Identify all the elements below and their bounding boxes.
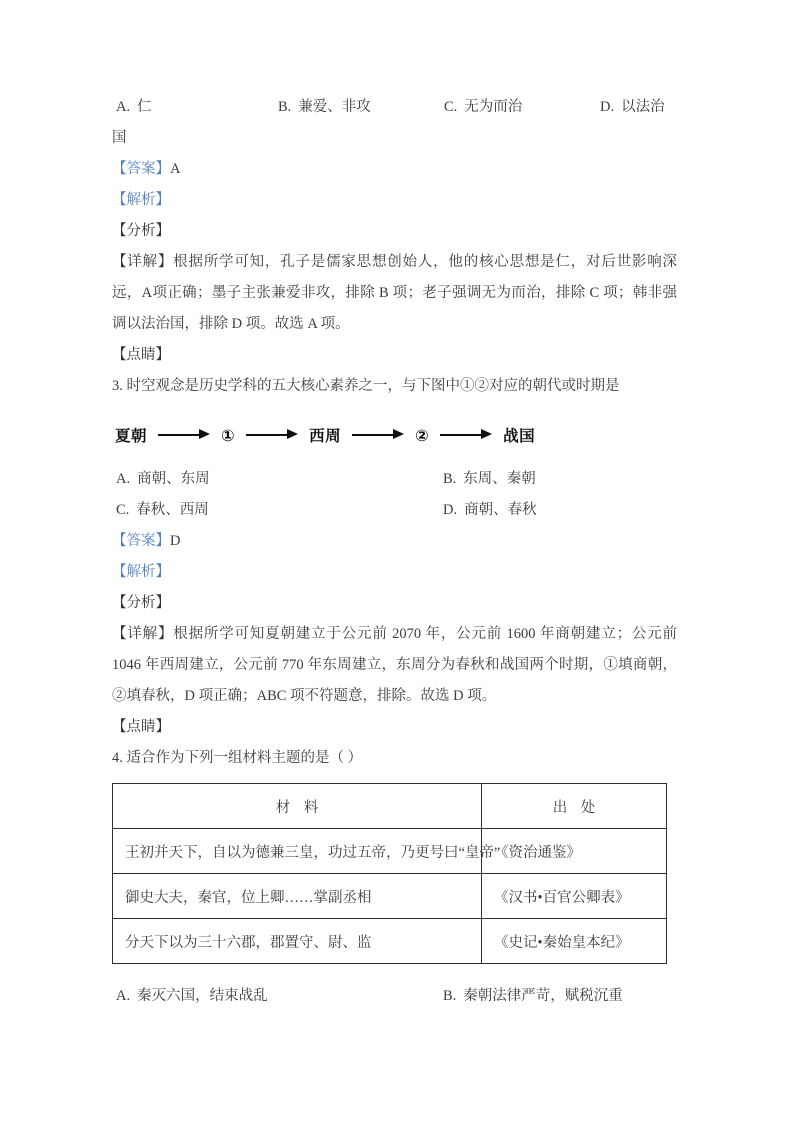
material-source-table bbox=[112, 783, 667, 964]
question4-option-b-letter: B. bbox=[443, 988, 457, 1004]
page-content bbox=[112, 92, 677, 1012]
question3-option-a-text: 商朝、东周 bbox=[137, 471, 210, 487]
option-b-text: 兼爱、非攻 bbox=[298, 99, 371, 115]
question3-answer-line bbox=[112, 526, 677, 557]
question1-answer-value: A bbox=[170, 161, 181, 177]
table-row bbox=[113, 829, 667, 874]
question3-option-b[interactable] bbox=[443, 464, 536, 495]
question1-detail-paragraph bbox=[112, 247, 677, 340]
question3-option-c[interactable] bbox=[116, 495, 209, 526]
question3-option-b-letter: B. bbox=[443, 471, 457, 487]
question4-option-b-text: 秦朝法律严苛，赋税沉重 bbox=[463, 988, 623, 1004]
answer-label: 【答案】 bbox=[112, 533, 170, 549]
source-cell: 《史记•秦始皇本纪》 bbox=[482, 919, 667, 964]
option-b-letter: B. bbox=[278, 99, 292, 115]
question4-option-a-letter: A. bbox=[116, 988, 131, 1004]
option-d-text: 以法治 bbox=[621, 99, 665, 115]
material-cell: 王初并天下，自以为德兼三皇，功过五帝，乃更号曰“皇帝” bbox=[113, 829, 482, 874]
option-a[interactable] bbox=[116, 92, 152, 123]
option-d[interactable] bbox=[600, 92, 665, 123]
question4-option-b[interactable] bbox=[443, 981, 623, 1012]
question3-stem-text: 时空观念是历史学科的五大核心素养之一，与下图中①②对应的朝代或时期是 bbox=[126, 378, 620, 394]
question1-options-row bbox=[112, 92, 677, 123]
source-cell: 《汉书•百官公卿表》 bbox=[482, 874, 667, 919]
answer-label: 【答案】 bbox=[112, 161, 170, 177]
table-header-material: 材 料 bbox=[113, 784, 482, 829]
question3-detail-text: 根据所学可知夏朝建立于公元前 2070 年，公元前 1600 年商朝建立；公元前 1046 年西周建立，公元前 770 年东周建立，东周分为春秋和战国两个时期，①填商朝，②填春秋，D 项正确；ABC 项不符题意，排除。故选 D 项。 bbox=[112, 626, 678, 704]
option-c-letter: C. bbox=[444, 99, 458, 115]
timeline-node-1: 夏朝 bbox=[115, 427, 148, 445]
question3-option-d-letter: D. bbox=[443, 502, 458, 518]
question3-option-a[interactable] bbox=[116, 464, 210, 495]
option-b[interactable] bbox=[278, 92, 371, 123]
question4-number: 4. bbox=[112, 750, 123, 766]
detail-label: 【详解】 bbox=[112, 626, 174, 642]
question4-stem-text: 适合作为下列一组材料主题的是（ ） bbox=[126, 750, 363, 766]
material-cell: 分天下以为三十六郡，郡置守、尉、监 bbox=[113, 919, 482, 964]
table-header-source: 出 处 bbox=[482, 784, 667, 829]
option-c[interactable] bbox=[444, 92, 522, 123]
dynasty-timeline-diagram bbox=[112, 414, 677, 456]
option-c-text: 无为而治 bbox=[464, 99, 523, 115]
question4-options-row-1 bbox=[112, 981, 677, 1012]
detail-label: 【详解】 bbox=[112, 254, 174, 270]
arrow-right-icon bbox=[158, 428, 210, 442]
question3-options-row-2 bbox=[112, 495, 677, 526]
source-cell: 《资治通鉴》 bbox=[482, 829, 667, 874]
question3-stem bbox=[112, 371, 677, 402]
question3-option-c-letter: C. bbox=[116, 502, 130, 518]
timeline-node-2: ① bbox=[221, 425, 236, 445]
material-cell: 御史大夫，秦官，位上卿……掌副丞相 bbox=[113, 874, 482, 919]
arrow-right-icon bbox=[352, 428, 404, 442]
question3-brief-analysis-label: 【分析】 bbox=[112, 595, 170, 611]
timeline-node-4: ② bbox=[415, 425, 430, 445]
timeline-node-3: 西周 bbox=[309, 427, 342, 445]
arrow-right-icon bbox=[246, 428, 298, 442]
spacer bbox=[112, 972, 677, 981]
question3-option-d[interactable] bbox=[443, 495, 537, 526]
question4-stem bbox=[112, 743, 677, 774]
question3-detail-paragraph bbox=[112, 619, 677, 712]
question4-option-a[interactable] bbox=[116, 981, 268, 1012]
question1-analysis-label: 【解析】 bbox=[112, 192, 170, 208]
arrow-right-icon bbox=[440, 428, 492, 442]
option-a-letter: A. bbox=[116, 99, 131, 115]
question4-option-a-text: 秦灭六国，结束战乱 bbox=[137, 988, 268, 1004]
table-header-row bbox=[113, 784, 667, 829]
question3-option-b-text: 东周、秦朝 bbox=[463, 471, 536, 487]
question1-highlight-label: 【点睛】 bbox=[112, 347, 170, 363]
question1-detail-text: 根据所学可知，孔子是儒家思想创始人，他的核心思想是仁，对后世影响深远，A项正确；墨子主张兼爱非攻，排除 B 项；老子强调无为而治，排除 C 项；韩非强调以法治国，排除 D 项。故选 A 项。 bbox=[112, 254, 678, 332]
option-d-letter: D. bbox=[600, 99, 615, 115]
question3-answer-value: D bbox=[170, 533, 181, 549]
question3-options-row-1 bbox=[112, 464, 677, 495]
question3-analysis-label: 【解析】 bbox=[112, 564, 170, 580]
table-row bbox=[113, 874, 667, 919]
question3-highlight-label: 【点睛】 bbox=[112, 719, 170, 735]
timeline-node-5: 战国 bbox=[503, 427, 536, 445]
question3-option-c-text: 春秋、西周 bbox=[136, 502, 209, 518]
question3-option-d-text: 商朝、春秋 bbox=[464, 502, 537, 518]
question3-option-a-letter: A. bbox=[116, 471, 131, 487]
table-row bbox=[113, 919, 667, 964]
question1-answer-line bbox=[112, 154, 677, 185]
question1-brief-analysis-label: 【分析】 bbox=[112, 223, 170, 239]
option-a-text: 仁 bbox=[137, 99, 152, 115]
question3-number: 3. bbox=[112, 378, 123, 394]
option-d-wrapped-tail: 国 bbox=[112, 130, 127, 146]
